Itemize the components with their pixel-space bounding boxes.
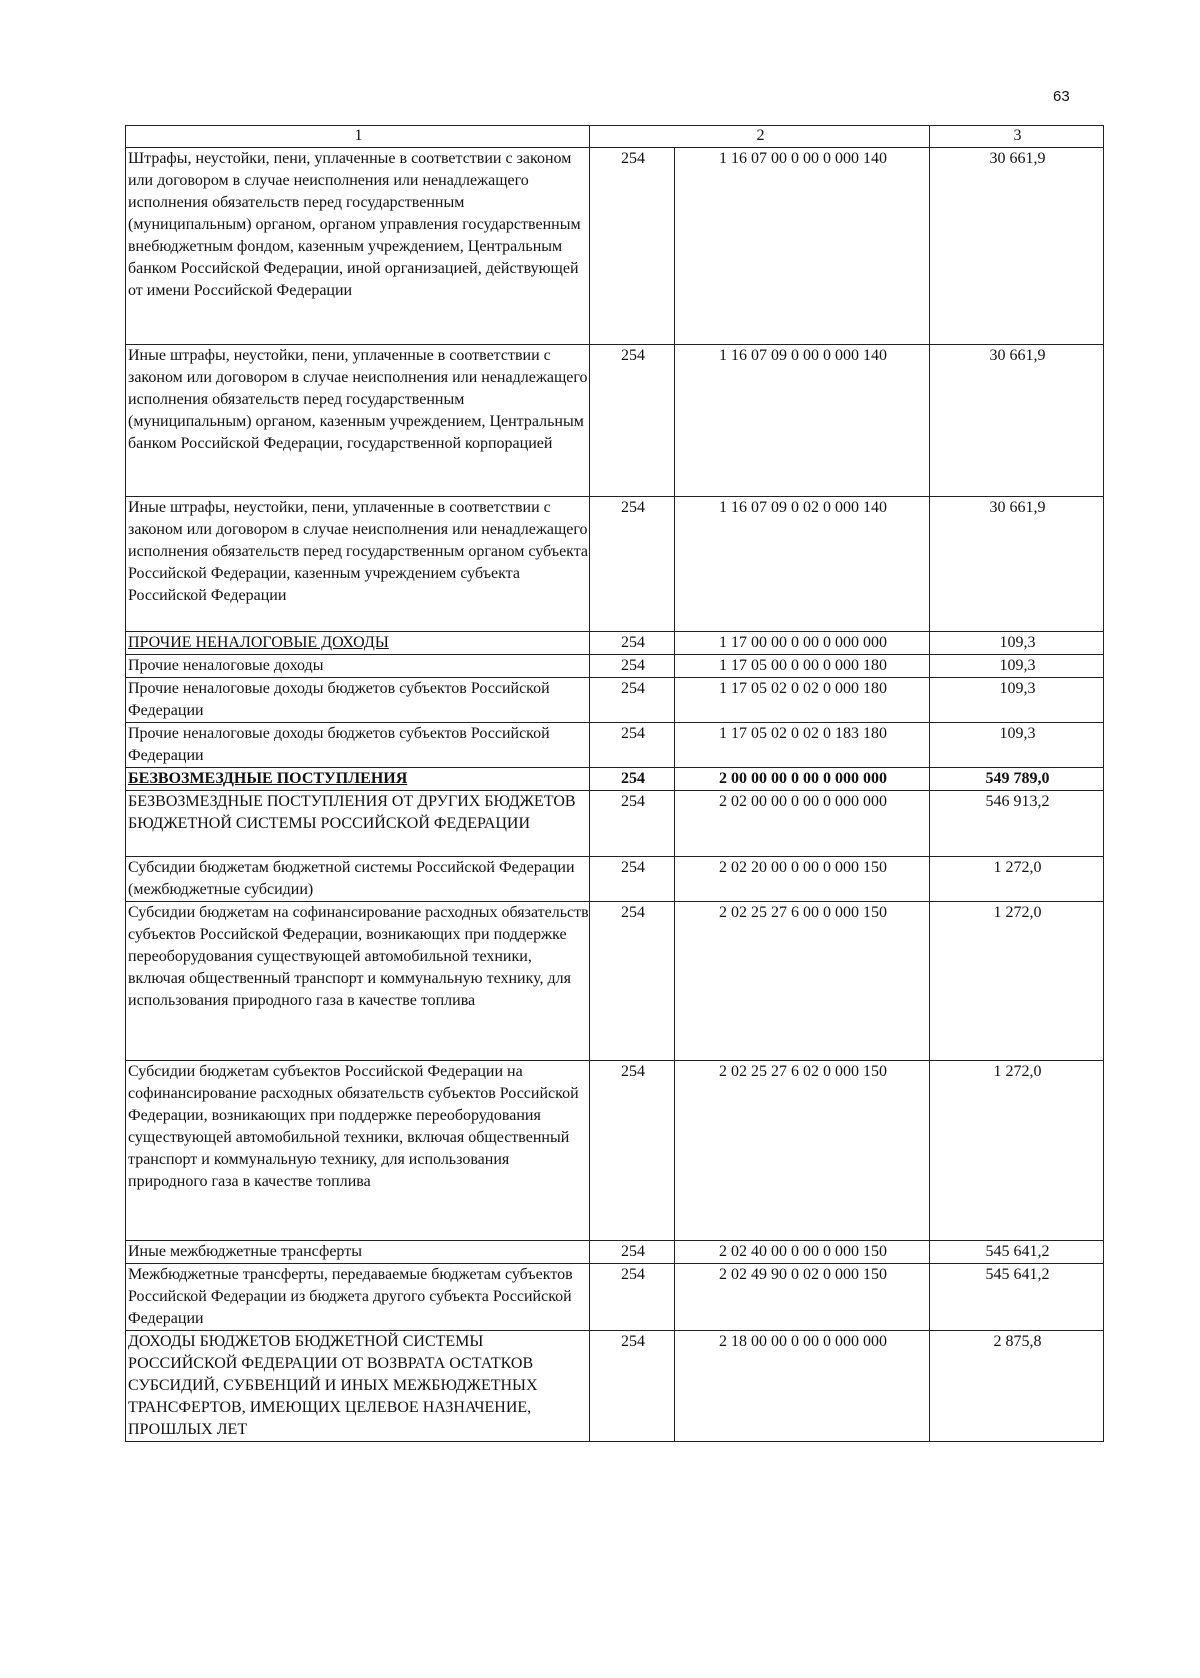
row-admin-code: 254: [590, 1241, 675, 1264]
row-name: Субсидии бюджетам субъектов Российской Федерации на софинансирование расходных обязательств субъектов Российской Федерации, возникающих при поддержке переоборудования существующей автомобильной техники, включая общественный транспорт и коммунальную технику, для использования природного газа в качестве топлива: [126, 1061, 590, 1241]
row-admin-code: 254: [590, 1061, 675, 1241]
row-sum: 2 875,8: [930, 1331, 1104, 1442]
table-row: [126, 678, 1104, 723]
row-admin-code: 254: [590, 723, 675, 768]
row-sum: 545 641,2: [930, 1264, 1104, 1331]
row-admin-code: 254: [590, 632, 675, 655]
table-header-row: [126, 126, 1104, 148]
row-budget-code: 2 02 25 27 6 02 0 000 150: [675, 1061, 930, 1241]
row-budget-code: 1 17 00 00 0 00 0 000 000: [675, 632, 930, 655]
row-sum: 109,3: [930, 655, 1104, 678]
row-admin-code: 254: [590, 902, 675, 1061]
revenue-table: [125, 125, 1104, 1442]
table-row: [126, 497, 1104, 632]
row-name: Межбюджетные трансферты, передаваемые бюджетам субъектов Российской Федерации из бюджета другого субъекта Российской Федерации: [126, 1264, 590, 1331]
table-row: [126, 632, 1104, 655]
row-sum: 1 272,0: [930, 902, 1104, 1061]
table-row: [126, 1331, 1104, 1442]
table-row: [126, 857, 1104, 902]
row-budget-code: 2 00 00 00 0 00 0 000 000: [675, 768, 930, 791]
row-budget-code: 1 16 07 00 0 00 0 000 140: [675, 148, 930, 345]
row-name: Прочие неналоговые доходы бюджетов субъектов Российской Федерации: [126, 678, 590, 723]
row-budget-code: 2 02 49 90 0 02 0 000 150: [675, 1264, 930, 1331]
table-row: [126, 1061, 1104, 1241]
row-admin-code: 254: [590, 768, 675, 791]
row-sum: 109,3: [930, 632, 1104, 655]
row-admin-code: 254: [590, 678, 675, 723]
page-number: 63: [1053, 88, 1070, 105]
row-name: Субсидии бюджетам на софинансирование расходных обязательств субъектов Российской Федерации, возникающих при поддержке переоборудования существующей автомобильной техники, включая общественный транспорт и коммунальную технику, для использования природного газа в качестве топлива: [126, 902, 590, 1061]
row-sum: 1 272,0: [930, 857, 1104, 902]
table-row: [126, 345, 1104, 497]
table-row: [126, 723, 1104, 768]
row-budget-code: 1 17 05 02 0 02 0 183 180: [675, 723, 930, 768]
row-sum: 549 789,0: [930, 768, 1104, 791]
table-row: [126, 902, 1104, 1061]
row-name: Иные штрафы, неустойки, пени, уплаченные в соответствии с законом или договором в случае неисполнения или ненадлежащего исполнения обязательств перед государственным (муниципальным) органом, казенным учреждением, Центральным банком Российской Федерации, государственной корпорацией: [126, 345, 590, 497]
row-sum: 546 913,2: [930, 791, 1104, 857]
row-budget-code: 1 17 05 02 0 02 0 000 180: [675, 678, 930, 723]
table-row: [126, 768, 1104, 791]
row-name: Иные межбюджетные трансферты: [126, 1241, 590, 1264]
header-col-2: 2: [590, 126, 930, 148]
row-sum: 109,3: [930, 723, 1104, 768]
row-name: Субсидии бюджетам бюджетной системы Российской Федерации (межбюджетные субсидии): [126, 857, 590, 902]
row-name: Штрафы, неустойки, пени, уплаченные в соответствии с законом или договором в случае неисполнения или ненадлежащего исполнения обязательств перед государственным (муниципальным) органом, органом управления государственным внебюджетным фондом, казенным учреждением, Центральным банком Российской Федерации, иной организацией, действующей от имени Российской Федерации: [126, 148, 590, 345]
row-name: Прочие неналоговые доходы бюджетов субъектов Российской Федерации: [126, 723, 590, 768]
row-budget-code: 2 02 20 00 0 00 0 000 150: [675, 857, 930, 902]
row-budget-code: 2 02 25 27 6 00 0 000 150: [675, 902, 930, 1061]
row-name: Иные штрафы, неустойки, пени, уплаченные в соответствии с законом или договором в случае неисполнения или ненадлежащего исполнения обязательств перед государственным органом субъекта Российской Федерации, казенным учреждением субъекта Российской Федерации: [126, 497, 590, 632]
row-admin-code: 254: [590, 857, 675, 902]
row-admin-code: 254: [590, 1264, 675, 1331]
row-sum: 30 661,9: [930, 345, 1104, 497]
row-sum: 30 661,9: [930, 148, 1104, 345]
header-col-1: 1: [126, 126, 590, 148]
row-name: ДОХОДЫ БЮДЖЕТОВ БЮДЖЕТНОЙ СИСТЕМЫ РОССИЙСКОЙ ФЕДЕРАЦИИ ОТ ВОЗВРАТА ОСТАТКОВ СУБСИДИЙ, СУБВЕНЦИЙ И ИНЫХ МЕЖБЮДЖЕТНЫХ ТРАНСФЕРТОВ, ИМЕЮЩИХ ЦЕЛЕВОЕ НАЗНАЧЕНИЕ, ПРОШЛЫХ ЛЕТ: [126, 1331, 590, 1442]
row-sum: 545 641,2: [930, 1241, 1104, 1264]
row-name: БЕЗВОЗМЕЗДНЫЕ ПОСТУПЛЕНИЯ: [126, 768, 590, 791]
row-budget-code: 2 18 00 00 0 00 0 000 000: [675, 1331, 930, 1442]
row-name: ПРОЧИЕ НЕНАЛОГОВЫЕ ДОХОДЫ: [126, 632, 590, 655]
row-budget-code: 1 16 07 09 0 00 0 000 140: [675, 345, 930, 497]
row-admin-code: 254: [590, 148, 675, 345]
row-name: Прочие неналоговые доходы: [126, 655, 590, 678]
table-row: [126, 1264, 1104, 1331]
row-sum: 109,3: [930, 678, 1104, 723]
row-sum: 1 272,0: [930, 1061, 1104, 1241]
row-sum: 30 661,9: [930, 497, 1104, 632]
row-admin-code: 254: [590, 497, 675, 632]
row-budget-code: 1 17 05 00 0 00 0 000 180: [675, 655, 930, 678]
table-row: [126, 1241, 1104, 1264]
table-row: [126, 655, 1104, 678]
row-budget-code: 1 16 07 09 0 02 0 000 140: [675, 497, 930, 632]
row-budget-code: 2 02 00 00 0 00 0 000 000: [675, 791, 930, 857]
row-admin-code: 254: [590, 655, 675, 678]
row-name: БЕЗВОЗМЕЗДНЫЕ ПОСТУПЛЕНИЯ ОТ ДРУГИХ БЮДЖЕТОВ БЮДЖЕТНОЙ СИСТЕМЫ РОССИЙСКОЙ ФЕДЕРАЦИИ: [126, 791, 590, 857]
table-row: [126, 148, 1104, 345]
row-admin-code: 254: [590, 791, 675, 857]
row-budget-code: 2 02 40 00 0 00 0 000 150: [675, 1241, 930, 1264]
row-admin-code: 254: [590, 345, 675, 497]
table-row: [126, 791, 1104, 857]
header-col-3: 3: [930, 126, 1104, 148]
row-admin-code: 254: [590, 1331, 675, 1442]
